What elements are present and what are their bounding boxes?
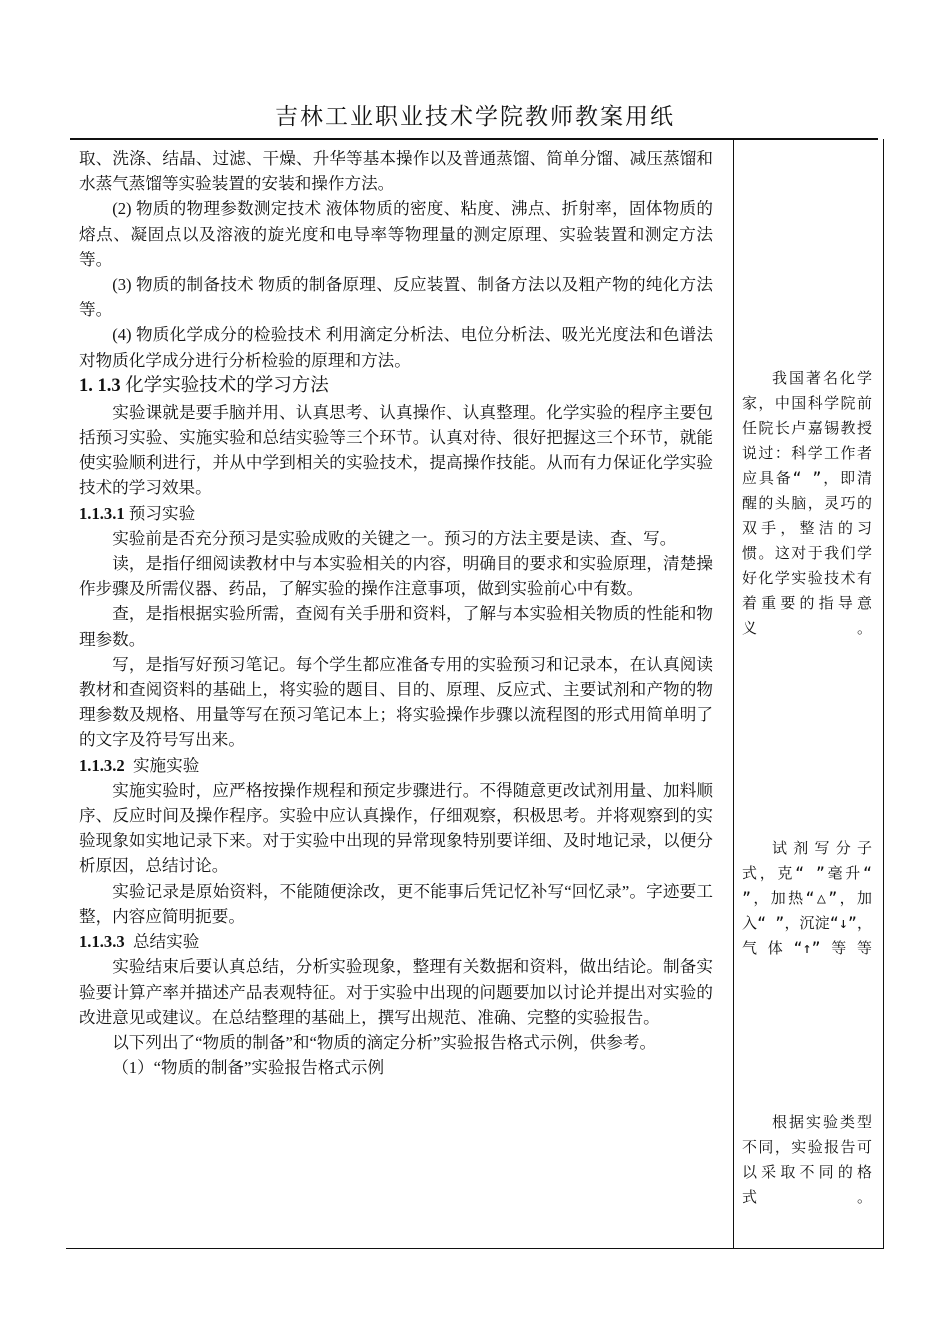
footer-rule (66, 1248, 884, 1249)
subsection-number: 1.1.3.2 (79, 755, 125, 775)
page-title: 吉林工业职业技术学院教师教案用纸 (275, 104, 675, 130)
subsection-heading (79, 501, 713, 526)
header-rule (70, 138, 878, 140)
intro-paragraph: 取、洗涤、结晶、过滤、干燥、升华等基本操作以及普通蒸馏、简单分馏、减压蒸馏和水蒸气蒸馏等实验装置的安装和操作方法。 (79, 149, 713, 194)
body-paragraph: 查，是指根据实验所需，查阅有关手册和资料，了解与本实验相关物质的性能和物理参数。 (79, 604, 713, 649)
section-title: 化学实验技术的学习方法 (125, 375, 329, 396)
body-paragraph: 以下列出了“物质的制备”和“物质的滴定分析”实验报告格式示例，供参考。 (112, 1032, 657, 1052)
subsection-heading (79, 929, 713, 954)
right-border (883, 139, 884, 1249)
intro-paragraph: (3) 物质的制备技术 物质的制备原理、反应装置、制备方法以及粗产物的纯化方法等。 (79, 275, 713, 320)
body-paragraph: （1）“物质的制备”实验报告格式示例 (112, 1058, 385, 1078)
subsection-number: 1.1.3.3 (79, 932, 125, 952)
side-note-text: 试剂写分子式，克“ ”毫升“ ”，加热“△”，加入“ ”，沉淀“↓”，气体“↑”等等 (742, 839, 872, 957)
body-paragraph: 实验前是否充分预习是实验成败的关键之一。预习的方法主要是读、查、写。 (112, 528, 677, 548)
side-note-text: 根据实验类型不同，实验报告可以采取不同的格式。 (742, 1113, 872, 1206)
subsection-number: 1.1.3.1 (79, 503, 125, 523)
side-note (742, 1110, 872, 1210)
subsection-title: 总结实验 (132, 932, 200, 952)
side-note (742, 836, 872, 961)
section-number: 1. 1.3 (79, 375, 121, 396)
body-paragraph: 实施实验时，应严格按操作规程和预定步骤进行。不得随意更改试剂用量、加料顺序、反应时间及操作程序。实验中应认真操作，仔细观察，积极思考。并将观察到的实验现象如实地记录下来。对于实验中出现的异常现象特别要详细、及时地记录，以便分析原因，总结讨论。 (79, 780, 713, 876)
side-note (742, 366, 872, 641)
section-heading (79, 373, 713, 400)
body-paragraph: 实验结束后要认真总结，分析实验现象，整理有关数据和资料，做出结论。制备实验要计算产率并描述产品表观特征。对于实验中出现的问题要加以讨论并提出对实验的改进意见或建议。在总结整理的基础上，撰写出规范、准确、完整的实验报告。 (79, 957, 713, 1027)
subsection-title: 实施实验 (132, 755, 200, 775)
intro-paragraph: (4) 物质化学成分的检验技术 利用滴定分析法、电位分析法、吸光光度法和色谱法对物质化学成分进行分析检验的原理和方法。 (79, 325, 713, 370)
body-paragraph: 实验记录是原始资料，不能随便涂改，更不能事后凭记忆补写“回忆录”。字迹要工整，内容应简明扼要。 (79, 881, 713, 926)
subsection-title: 预习实验 (128, 503, 196, 523)
subsection-heading (79, 753, 713, 778)
body-paragraph: 读，是指仔细阅读教材中与本实验相关的内容，明确目的要求和实验原理，清楚操作步骤及所需仪器、药品，了解实验的操作注意事项，做到实验前心中有数。 (79, 554, 713, 599)
body-paragraph: 写，是指写好预习笔记。每个学生都应准备专用的实验预习和记录本，在认真阅读教材和查阅资料的基础上，将实验的题目、目的、原理、反应式、主要试剂和产物的物理参数及规格、用量等写在预习笔记本上；将实验操作步骤以流程图的形式用简单明了的文字及符号写出来。 (79, 654, 713, 750)
side-note-text: 我国著名化学家，中国科学院前任院长卢嘉锡教授说过：科学工作者应具备“ ”，即清醒的头脑，灵巧的双手，整洁的习惯。这对于我们学好化学实验技术有着重要的指导意义。 (742, 369, 872, 637)
main-content (79, 146, 713, 1080)
intro-paragraph: (2) 物质的物理参数测定技术 液体物质的密度、粘度、沸点、折射率，固体物质的熔点、凝固点以及溶液的旋光度和电导率等物理量的测定原理、实验装置和测定方法等。 (79, 199, 713, 269)
column-divider (733, 139, 734, 1249)
section-paragraph: 实验课就是要手脑并用、认真思考、认真操作、认真整理。化学实验的程序主要包括预习实验、实施实验和总结实验等三个环节。认真对待、很好把握这三个环节，就能使实验顺利进行，并从中学到相关的实验技术，提高操作技能。从而有力保证化学实验技术的学习效果。 (79, 402, 713, 498)
